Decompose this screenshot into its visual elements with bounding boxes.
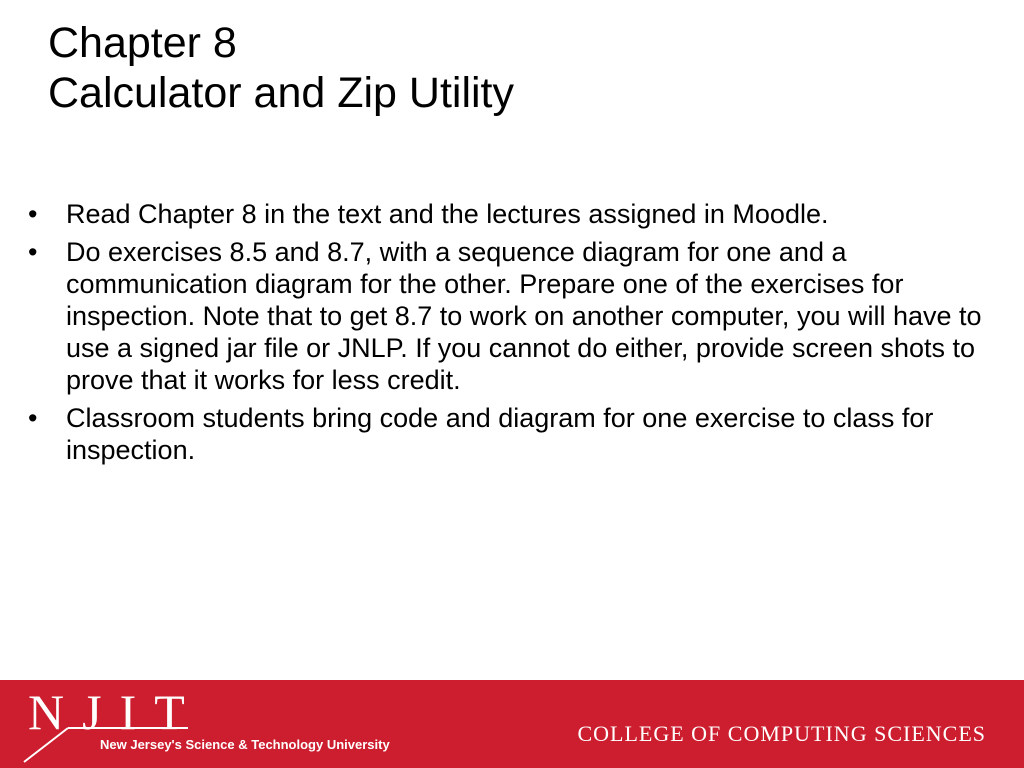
college-name: COLLEGE OF COMPUTING SCIENCES bbox=[577, 721, 986, 746]
bullet-text: Do exercises 8.5 and 8.7, with a sequence diagram for one and a communication diagram for the other. Prepare one of the exercises for inspection. Note that to get 8.7 to work on another computer, you will have to use a signed jar file or JNLP. If you cannot do either, provide screen shots to prove that it works for less credit. bbox=[66, 237, 982, 395]
bullet-item bbox=[28, 236, 988, 396]
title-line-2: Calculator and Zip Utility bbox=[48, 69, 515, 117]
bullet-text: Classroom students bring code and diagram for one exercise to class for inspection. bbox=[66, 403, 934, 465]
bullet-marker: • bbox=[28, 403, 38, 433]
bullet-marker: • bbox=[28, 237, 38, 267]
footer-bar bbox=[0, 680, 1024, 768]
university-tagline: New Jersey's Science & Technology University bbox=[100, 737, 390, 752]
bullet-list bbox=[28, 198, 988, 472]
njit-logo: NJIT bbox=[28, 684, 203, 740]
bullet-marker: • bbox=[28, 199, 38, 229]
title-line-1: Chapter 8 bbox=[48, 19, 237, 67]
bullet-item bbox=[28, 402, 988, 466]
slide-title bbox=[48, 18, 988, 118]
bullet-text: Read Chapter 8 in the text and the lectures assigned in Moodle. bbox=[66, 199, 829, 229]
bullet-item bbox=[28, 198, 988, 230]
